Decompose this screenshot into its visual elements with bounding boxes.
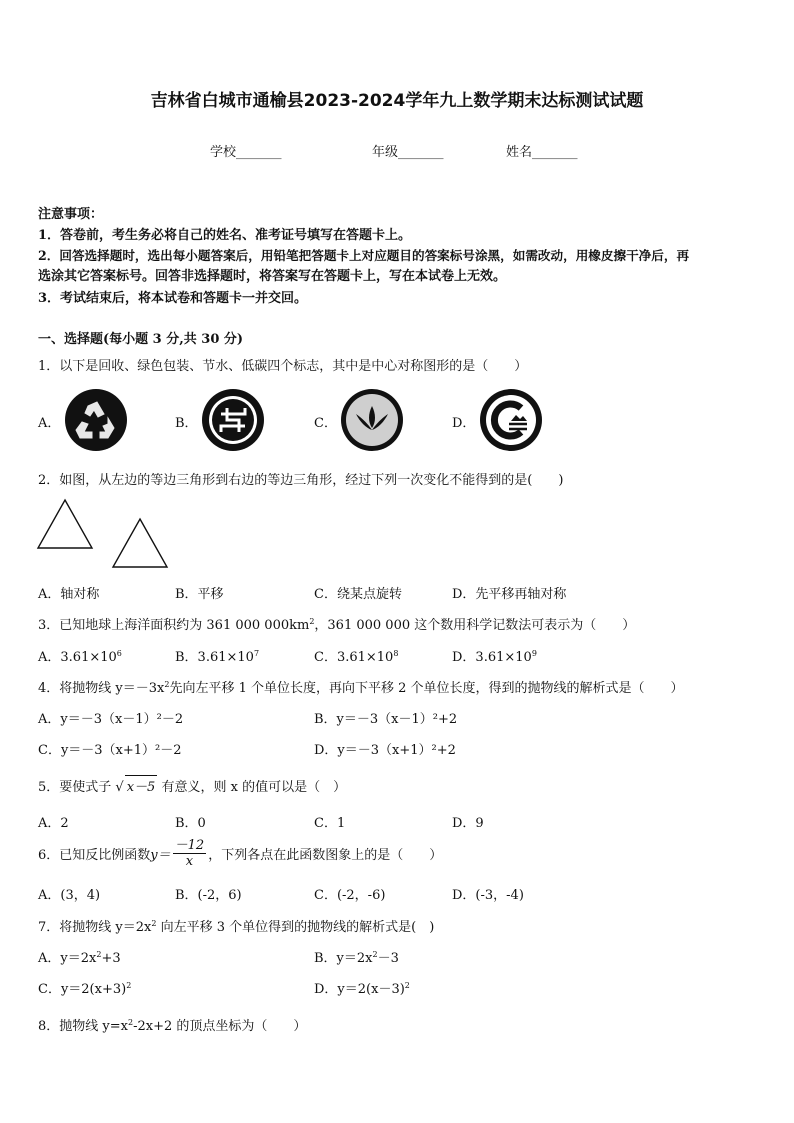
- q8-stem-exponent: 2: [127, 1018, 134, 1027]
- sqrt-sign: √: [115, 780, 124, 795]
- q1-option-d-label: D．: [452, 416, 476, 431]
- question-2-stem: 2．如图，从左边的等边三角形到右边的等边三角形，经过下列一次变化不能得到的是( ): [38, 473, 564, 488]
- q7-option-b: [314, 947, 399, 966]
- q4-stem-part-1: 4．将抛物线 y＝－3x: [38, 681, 165, 696]
- q6-option-a: A．(3，4): [38, 888, 101, 903]
- q8-stem-part-2: -2x+2 的顶点坐标为（ ）: [133, 1019, 307, 1034]
- question-5-stem: [38, 775, 346, 795]
- q3-option-b: [175, 646, 259, 665]
- q7-option-c: [38, 978, 131, 997]
- q4-option-a: A．y＝－3（x－1）²－2: [38, 712, 184, 727]
- notice-item-2: 2．回答选择题时，选出每小题答案后，用铅笔把答题卡上对应题目的答案标号涂黑，如需改动，用橡皮擦干净后，再: [38, 248, 690, 263]
- question-8-stem: [38, 1015, 306, 1034]
- name-field: 姓名_______: [506, 145, 578, 160]
- q7-option-c-exp: 2: [126, 981, 132, 990]
- q4-option-c: C．y＝－3（x+1）²－2: [38, 743, 182, 758]
- q7-option-b-tail: －3: [377, 951, 399, 966]
- notice-item-2-cont: 选涂其它答案标号。回答非选择题时，将答案写在答题卡上，写在本试卷上无效。: [38, 269, 507, 284]
- water-saving-icon: [340, 388, 404, 452]
- q1-option-a-label: A．: [38, 416, 61, 431]
- q3-option-b-exp: 7: [253, 649, 260, 658]
- q7-stem-part-2: 向左平移 3 个单位得到的抛物线的解析式是( ): [156, 920, 435, 935]
- grade-field: 年级_______: [372, 145, 444, 160]
- q7-option-a-exp: 2: [96, 950, 102, 959]
- q7-option-d-exp: 2: [404, 981, 410, 990]
- q1-option-b-label: B．: [175, 416, 198, 431]
- q6-option-b: B．(-2，6): [175, 888, 242, 903]
- q2-option-d: D．先平移再轴对称: [452, 587, 567, 602]
- q7-stem-exponent: 2: [151, 919, 157, 928]
- q5-option-c: C．1: [314, 816, 346, 831]
- q7-option-c-base: C．y＝2(x+3): [38, 982, 127, 997]
- q4-option-d: D．y＝－3（x+1）²+2: [314, 743, 456, 758]
- q7-option-a-base: A．y＝2x: [38, 951, 97, 966]
- section-heading: 一、选择题(每小题 3 分,共 30 分): [38, 332, 244, 347]
- school-field: 学校_______: [210, 145, 282, 160]
- q3-stem-part-1: 3．已知地球上海洋面积约为 361 000 000km: [38, 618, 310, 633]
- q5-stem-part-2: 有意义，则 x 的值可以是（ ）: [161, 780, 347, 795]
- q2-option-b: B．平移: [175, 587, 224, 602]
- q3-option-d: [452, 646, 537, 665]
- q3-option-a: [38, 646, 122, 665]
- q7-option-b-base: B．y＝2x: [314, 951, 373, 966]
- q2-option-c: C．绕某点旋转: [314, 587, 402, 602]
- q7-option-b-exp: 2: [372, 950, 378, 959]
- q7-stem-part-1: 7．将抛物线 y＝2x: [38, 920, 152, 935]
- q3-option-a-exp: 6: [116, 649, 122, 658]
- question-1-stem: 1．以下是回收、绿色包装、节水、低碳四个标志，其中是中心对称图形的是（ ）: [38, 359, 528, 374]
- q4-option-b: B．y＝－3（x－1）²+2: [314, 712, 458, 727]
- notice-heading: 注意事项：: [38, 207, 104, 222]
- q3-option-c-base: C．3.61×10: [314, 650, 394, 665]
- q3-stem-part-2: ，361 000 000 这个数用科学记数法可表示为（ ）: [314, 618, 636, 633]
- q5-radicand: x－5: [125, 775, 158, 795]
- q5-option-d: D．9: [452, 816, 484, 831]
- question-3-stem: [38, 614, 635, 633]
- q3-option-a-base: A．3.61×10: [38, 650, 117, 665]
- q3-option-b-base: B．3.61×10: [175, 650, 254, 665]
- q5-option-a: A．2: [38, 816, 69, 831]
- question-4-stem: [38, 677, 684, 696]
- page-title: 吉林省白城市通榆县2023-2024学年九上数学期末达标测试试题: [150, 91, 644, 111]
- q7-option-a: [38, 947, 121, 966]
- q3-stem-exponent: 2: [309, 617, 315, 626]
- recycle-icon: [64, 388, 128, 452]
- right-triangle-figure: [111, 517, 169, 573]
- q6-stem-part-1: 6．已知反比例函数: [38, 848, 151, 863]
- q6-function-lhs: y＝: [150, 848, 171, 863]
- notice-item-1: 1．答卷前，考生务必将自己的姓名、准考证号填写在答题卡上。: [38, 228, 412, 243]
- q3-option-c-exp: 8: [393, 649, 399, 658]
- q3-option-d-exp: 9: [531, 649, 537, 658]
- q5-stem-part-1: 5．要使式子: [38, 780, 112, 795]
- q7-option-a-tail: +3: [101, 951, 121, 966]
- q7-option-d: [314, 978, 410, 997]
- q3-option-d-base: D．3.61×10: [452, 650, 532, 665]
- notice-item-3: 3．考试结束后，将本试卷和答题卡一并交回。: [38, 291, 308, 306]
- q6-fraction-denominator: x: [185, 854, 194, 869]
- low-carbon-icon: [479, 388, 543, 452]
- q4-stem-exponent: 2: [164, 680, 170, 689]
- question-6-stem: [38, 838, 442, 869]
- green-packaging-icon: [201, 388, 265, 452]
- q5-option-b: B．0: [175, 816, 206, 831]
- q8-stem-part-1: 8．抛物线 y=x: [38, 1019, 128, 1034]
- q4-stem-part-2: 先向左平移 1 个单位长度，再向下平移 2 个单位长度，得到的抛物线的解析式是（ ）: [169, 681, 684, 696]
- q3-option-c: [314, 646, 398, 665]
- left-triangle-figure: [36, 498, 94, 554]
- q1-option-c-label: C．: [314, 416, 337, 431]
- q6-fraction: [173, 838, 207, 869]
- question-7-stem: [38, 916, 434, 935]
- q6-option-d: D．(-3，-4): [452, 888, 524, 903]
- q6-fraction-numerator: －12: [174, 838, 205, 853]
- q6-option-c: C．(-2，-6): [314, 888, 386, 903]
- q6-stem-part-2: ，下列各点在此函数图象上的是（ ）: [208, 848, 443, 863]
- q2-option-a: A．轴对称: [38, 587, 100, 602]
- q7-option-d-base: D．y＝2(x－3): [314, 982, 405, 997]
